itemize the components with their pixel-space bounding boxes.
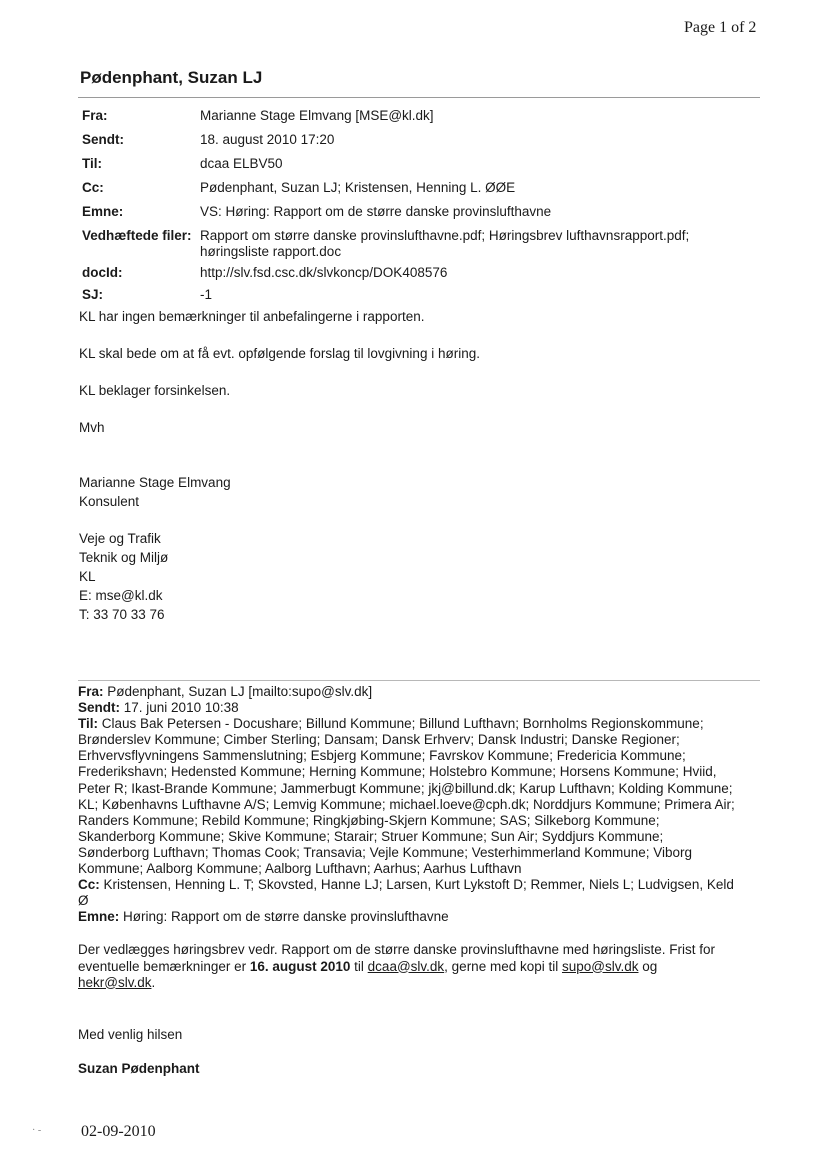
page-number: Page 1 of 2 xyxy=(684,19,757,36)
body-paragraph: KL har ingen bemærkninger til anbefalingerne i rapporten. xyxy=(79,309,425,324)
message-text: og xyxy=(638,958,658,974)
from-label: Fra: xyxy=(82,108,108,123)
closing: Med venlig hilsen xyxy=(78,1026,183,1042)
forwarded-sent xyxy=(78,700,738,716)
header-row-attachments xyxy=(82,228,742,265)
docid-label: docId: xyxy=(82,265,123,280)
forwarded-to-label: Til: xyxy=(78,716,98,732)
header-row-from xyxy=(82,108,742,132)
cc-value: Pødenphant, Suzan LJ; Kristensen, Henning L. ØØE xyxy=(200,180,516,195)
sent-value: 18. august 2010 17:20 xyxy=(200,132,335,147)
email-link-hekr[interactable]: hekr@slv.dk xyxy=(78,974,152,990)
signature-block xyxy=(79,473,699,624)
email-header-fields xyxy=(82,108,742,309)
signature-role: Konsulent xyxy=(79,494,140,509)
forwarded-sent-label: Sendt: xyxy=(78,700,120,716)
attachments-label: Vedhæftede filer: xyxy=(82,228,192,243)
subject-value: VS: Høring: Rapport om de større danske provinslufthavne xyxy=(200,204,552,219)
forward-divider xyxy=(78,680,760,681)
message-text: , gerne med kopi til xyxy=(444,958,562,974)
signature-organization: KL xyxy=(79,569,96,584)
forwarded-to-value: Claus Bak Petersen - Docushare; Billund Kommune; Billund Lufthavn; Bornholms Regionskommune; Brønderslev Kommune; Cimber Sterling; Dansam; Dansk Erhverv; Dansk Industri; Danske Regioner; Erhvervsflyvningens Sammenslutning; Esbjerg Kommune; Favrskov Kommune; Fredericia Kommune; Frederikshavn; Hedensted Kommune; Herning Kommune; Holstebro Kommune; Horsens Kommune; Hviid, Peter R; Ikast-Brande Kommune; Jammerbugt Kommune; jkj@billund.dk; Karup Lufthavn; Kolding Kommune; KL; Københavns Lufthavne A/S; Lemvig Kommune; michael.loeve@cph.dk; Norddjurs Kommune; Primera Air; Randers Kommune; Rebild Kommune; Ringkjøbing-Skjern Kommune; SAS; Silkeborg Kommune; Skanderborg Kommune; Skive Kommune; Starair; Struer Kommune; Sun Air; Syddjurs Kommune; Sønderborg Lufthavn; Thomas Cook; Transavia; Vejle Kommune; Vesterhimmerland Kommune; Viborg Kommune; Aalborg Kommune; Aalborg Lufthavn; Aarhus; Aarhus Lufthavn xyxy=(78,716,735,877)
sj-label: SJ: xyxy=(82,287,104,302)
header-row-subject xyxy=(82,204,742,228)
sender-name: Suzan Pødenphant xyxy=(78,1060,200,1076)
message-text: Der vedlægges høringsbrev vedr. Rapport om de større danske provinslufthavne med høringsliste. Frist for eventuelle bemærkninger er xyxy=(78,942,716,974)
forwarded-cc xyxy=(78,877,738,909)
scan-artifact: · - xyxy=(32,1125,42,1136)
forwarded-sent-value: 17. juni 2010 10:38 xyxy=(123,700,239,716)
signature-email: E: mse@kl.dk xyxy=(79,588,163,603)
header-row-sent xyxy=(82,132,742,156)
forwarded-cc-label: Cc: xyxy=(78,877,100,893)
header-row-to xyxy=(82,156,742,180)
body-paragraph: KL beklager forsinkelsen. xyxy=(79,383,231,398)
subject-label: Emne: xyxy=(82,204,124,219)
from-value: Marianne Stage Elmvang [MSE@kl.dk] xyxy=(200,108,434,123)
attachments-value: Rapport om større danske provinslufthavne.pdf; Høringsbrev lufthavnsrapport.pdf; høringsliste rapport.doc xyxy=(200,228,690,259)
message-text: . xyxy=(151,974,156,990)
document-title: Pødenphant, Suzan LJ xyxy=(80,68,263,87)
message-text: til xyxy=(350,958,368,974)
sent-label: Sendt: xyxy=(82,132,124,147)
email-link-supo[interactable]: supo@slv.dk xyxy=(561,958,639,974)
signature-name: Marianne Stage Elmvang xyxy=(79,475,231,490)
sj-value: -1 xyxy=(200,287,213,302)
header-row-sj xyxy=(82,287,742,309)
deadline-date: 16. august 2010 xyxy=(249,958,351,974)
header-row-docid xyxy=(82,265,742,287)
forwarded-from-value: Pødenphant, Suzan LJ [mailto:supo@slv.dk] xyxy=(107,684,373,699)
forwarded-to xyxy=(78,716,738,877)
header-row-cc xyxy=(82,180,742,204)
signature-division: Teknik og Miljø xyxy=(79,550,169,565)
forwarded-subject-label: Emne: xyxy=(78,909,120,925)
forwarded-message-text xyxy=(78,942,738,990)
email-link-dcaa[interactable]: dcaa@slv.dk xyxy=(367,958,445,974)
email-body xyxy=(79,309,699,624)
forwarded-subject-value: Høring: Rapport om de større danske provinslufthavne xyxy=(123,909,449,925)
title-divider xyxy=(78,97,760,98)
forwarded-message xyxy=(78,684,738,1077)
forwarded-cc-value: Kristensen, Henning L. T; Skovsted, Hanne LJ; Larsen, Kurt Lykstoft D; Remmer, Niels L; Ludvigsen, Keld Ø xyxy=(78,877,734,909)
forwarded-subject xyxy=(78,909,738,925)
forwarded-from xyxy=(78,684,738,700)
signature-department: Veje og Trafik xyxy=(79,531,161,546)
greeting: Mvh xyxy=(79,420,105,435)
to-label: Til: xyxy=(82,156,102,171)
footer-date: 02-09-2010 xyxy=(81,1123,156,1140)
forwarded-from-label: Fra: xyxy=(78,684,104,699)
cc-label: Cc: xyxy=(82,180,104,195)
docid-value: http://slv.fsd.csc.dk/slvkoncp/DOK408576 xyxy=(200,265,448,280)
body-paragraph: KL skal bede om at få evt. opfølgende forslag til lovgivning i høring. xyxy=(79,346,480,361)
signature-phone: T: 33 70 33 76 xyxy=(79,607,165,622)
to-value: dcaa ELBV50 xyxy=(200,156,283,171)
